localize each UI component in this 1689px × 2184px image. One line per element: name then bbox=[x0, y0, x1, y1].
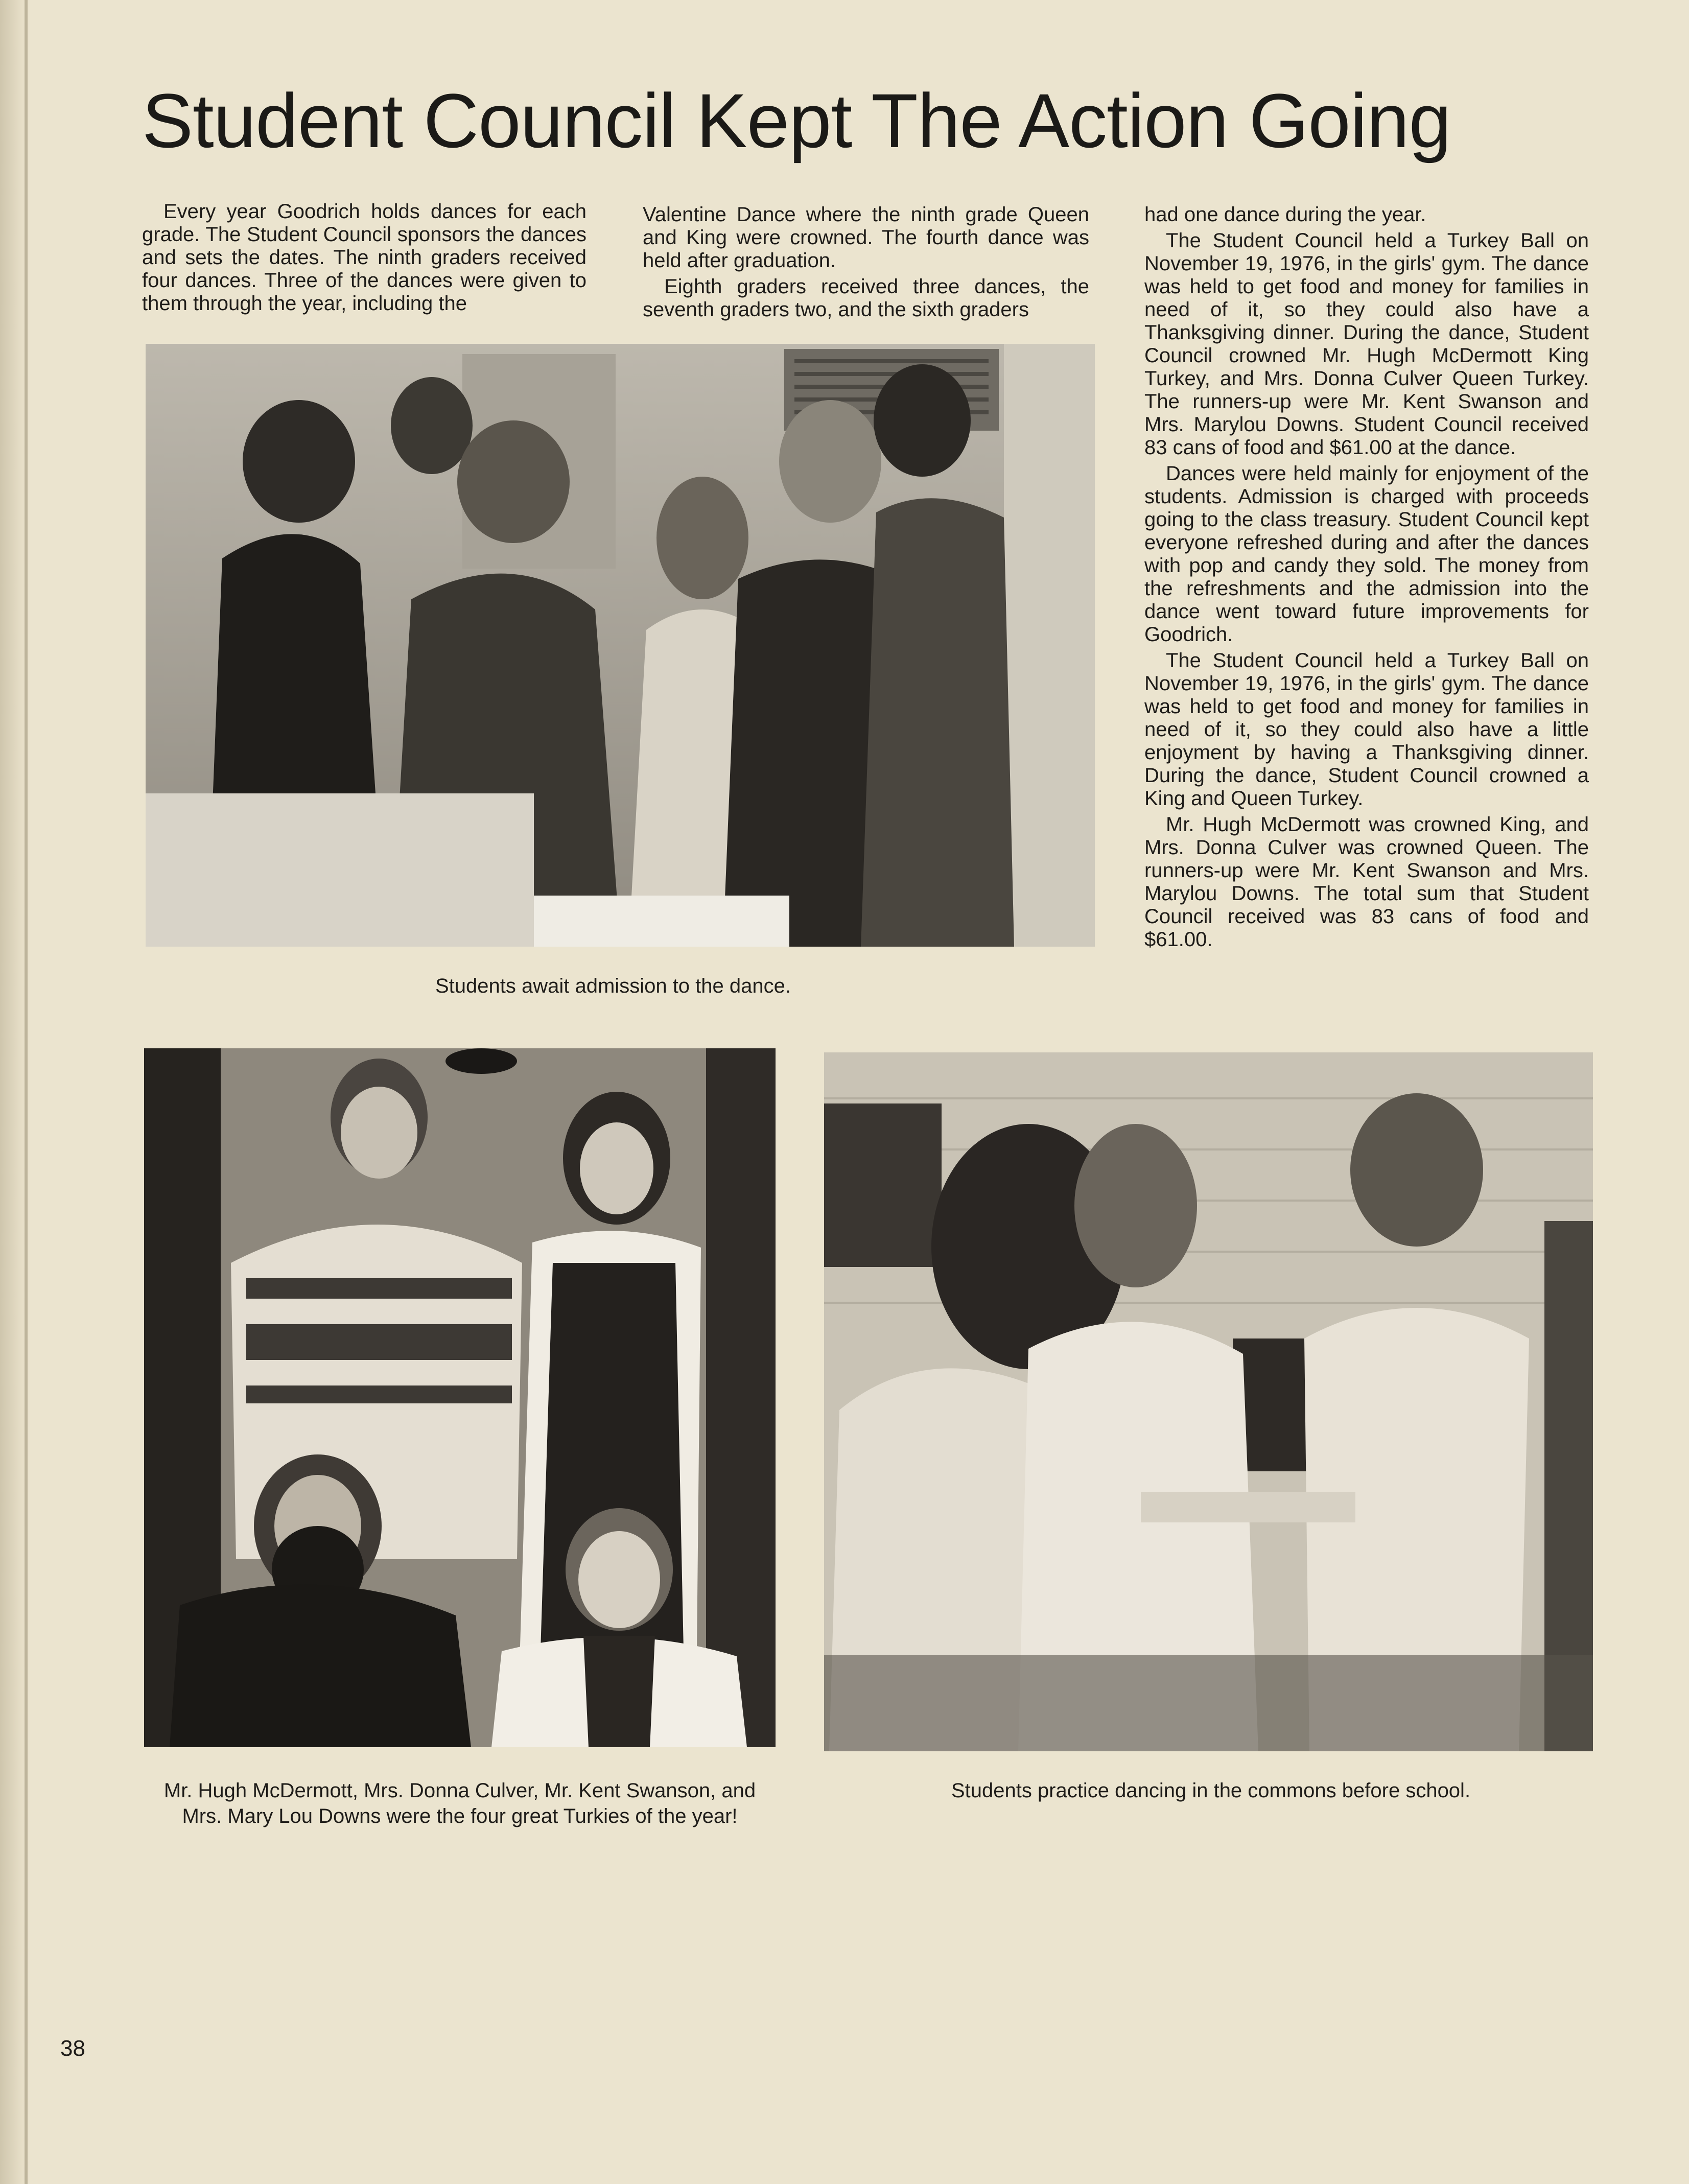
article-paragraph: had one dance during the year. bbox=[1144, 203, 1426, 226]
binding-fold bbox=[25, 0, 28, 2184]
photo-students-waiting bbox=[146, 344, 1095, 947]
article-paragraph: Eighth graders received three dances, the seventh graders two, and the sixth graders bbox=[643, 275, 1089, 321]
article-paragraph: Mr. Hugh McDermott was crowned King, and Mrs. Donna Culver was crowned Queen. The runners-up were Mr. Kent Swanson and Mrs. Marylou Downs. The total sum that Student Council received was 83 cans of food and $61.00. bbox=[1144, 813, 1589, 951]
article-paragraph: Valentine Dance where the ninth grade Queen and King were crowned. The fourth dance was held after graduation. bbox=[643, 203, 1089, 272]
article-paragraph: Dances were held mainly for enjoyment of the students. Admission is charged with proceeds going to the class treasury. Student Council kept everyone refreshed during and after the dances with pop and candy they sold. The money from the refreshments and the admission into the dance went toward future improvements for Goodrich. bbox=[1144, 462, 1589, 646]
caption-students-waiting: Students await admission to the dance. bbox=[435, 975, 791, 997]
caption-line: Mrs. Mary Lou Downs were the four great Turkies of the year! bbox=[182, 1805, 738, 1827]
page-title: Student Council Kept The Action Going bbox=[142, 78, 1451, 163]
photo-students-dancing bbox=[824, 1052, 1593, 1751]
article-column-2 bbox=[643, 203, 1089, 321]
article-column-1 bbox=[142, 200, 587, 315]
article-paragraph: The Student Council held a Turkey Ball on November 19, 1976, in the girls' gym. The dance was held to get food and money for families in need of it, so they could also have a little enjoyment by having a Thanksgiving dinner. During the dance, Student Council crowned a King and Queen Turkey. bbox=[1144, 649, 1589, 810]
article-paragraph: Every year Goodrich holds dances for each grade. The Student Council sponsors the dances and sets the dates. The ninth graders received four dances. Three of the dances were given to them through the year, including the bbox=[142, 200, 587, 315]
article-column-3 bbox=[1144, 203, 1589, 951]
page-number: 38 bbox=[60, 2036, 85, 2061]
caption-turkey-royalty bbox=[138, 1778, 782, 1829]
caption-line: Mr. Hugh McDermott, Mrs. Donna Culver, Mr. Kent Swanson, and bbox=[163, 1779, 756, 1802]
caption-students-dancing: Students practice dancing in the commons before school. bbox=[951, 1779, 1471, 1802]
photo-turkey-royalty bbox=[144, 1048, 776, 1747]
article-paragraph: The Student Council held a Turkey Ball on November 19, 1976, in the girls' gym. The dance was held to get food and money for families in need of it, so they could also have a Thanksgiving dinner. During the dance, Student Council crowned Mr. Hugh McDermott King Turkey, and Mrs. Donna Culver Queen Turkey. The runners-up were Mr. Kent Swanson and Mrs. Marylou Downs. Student Council received 83 cans of food and $61.00 at the dance. bbox=[1144, 229, 1589, 459]
